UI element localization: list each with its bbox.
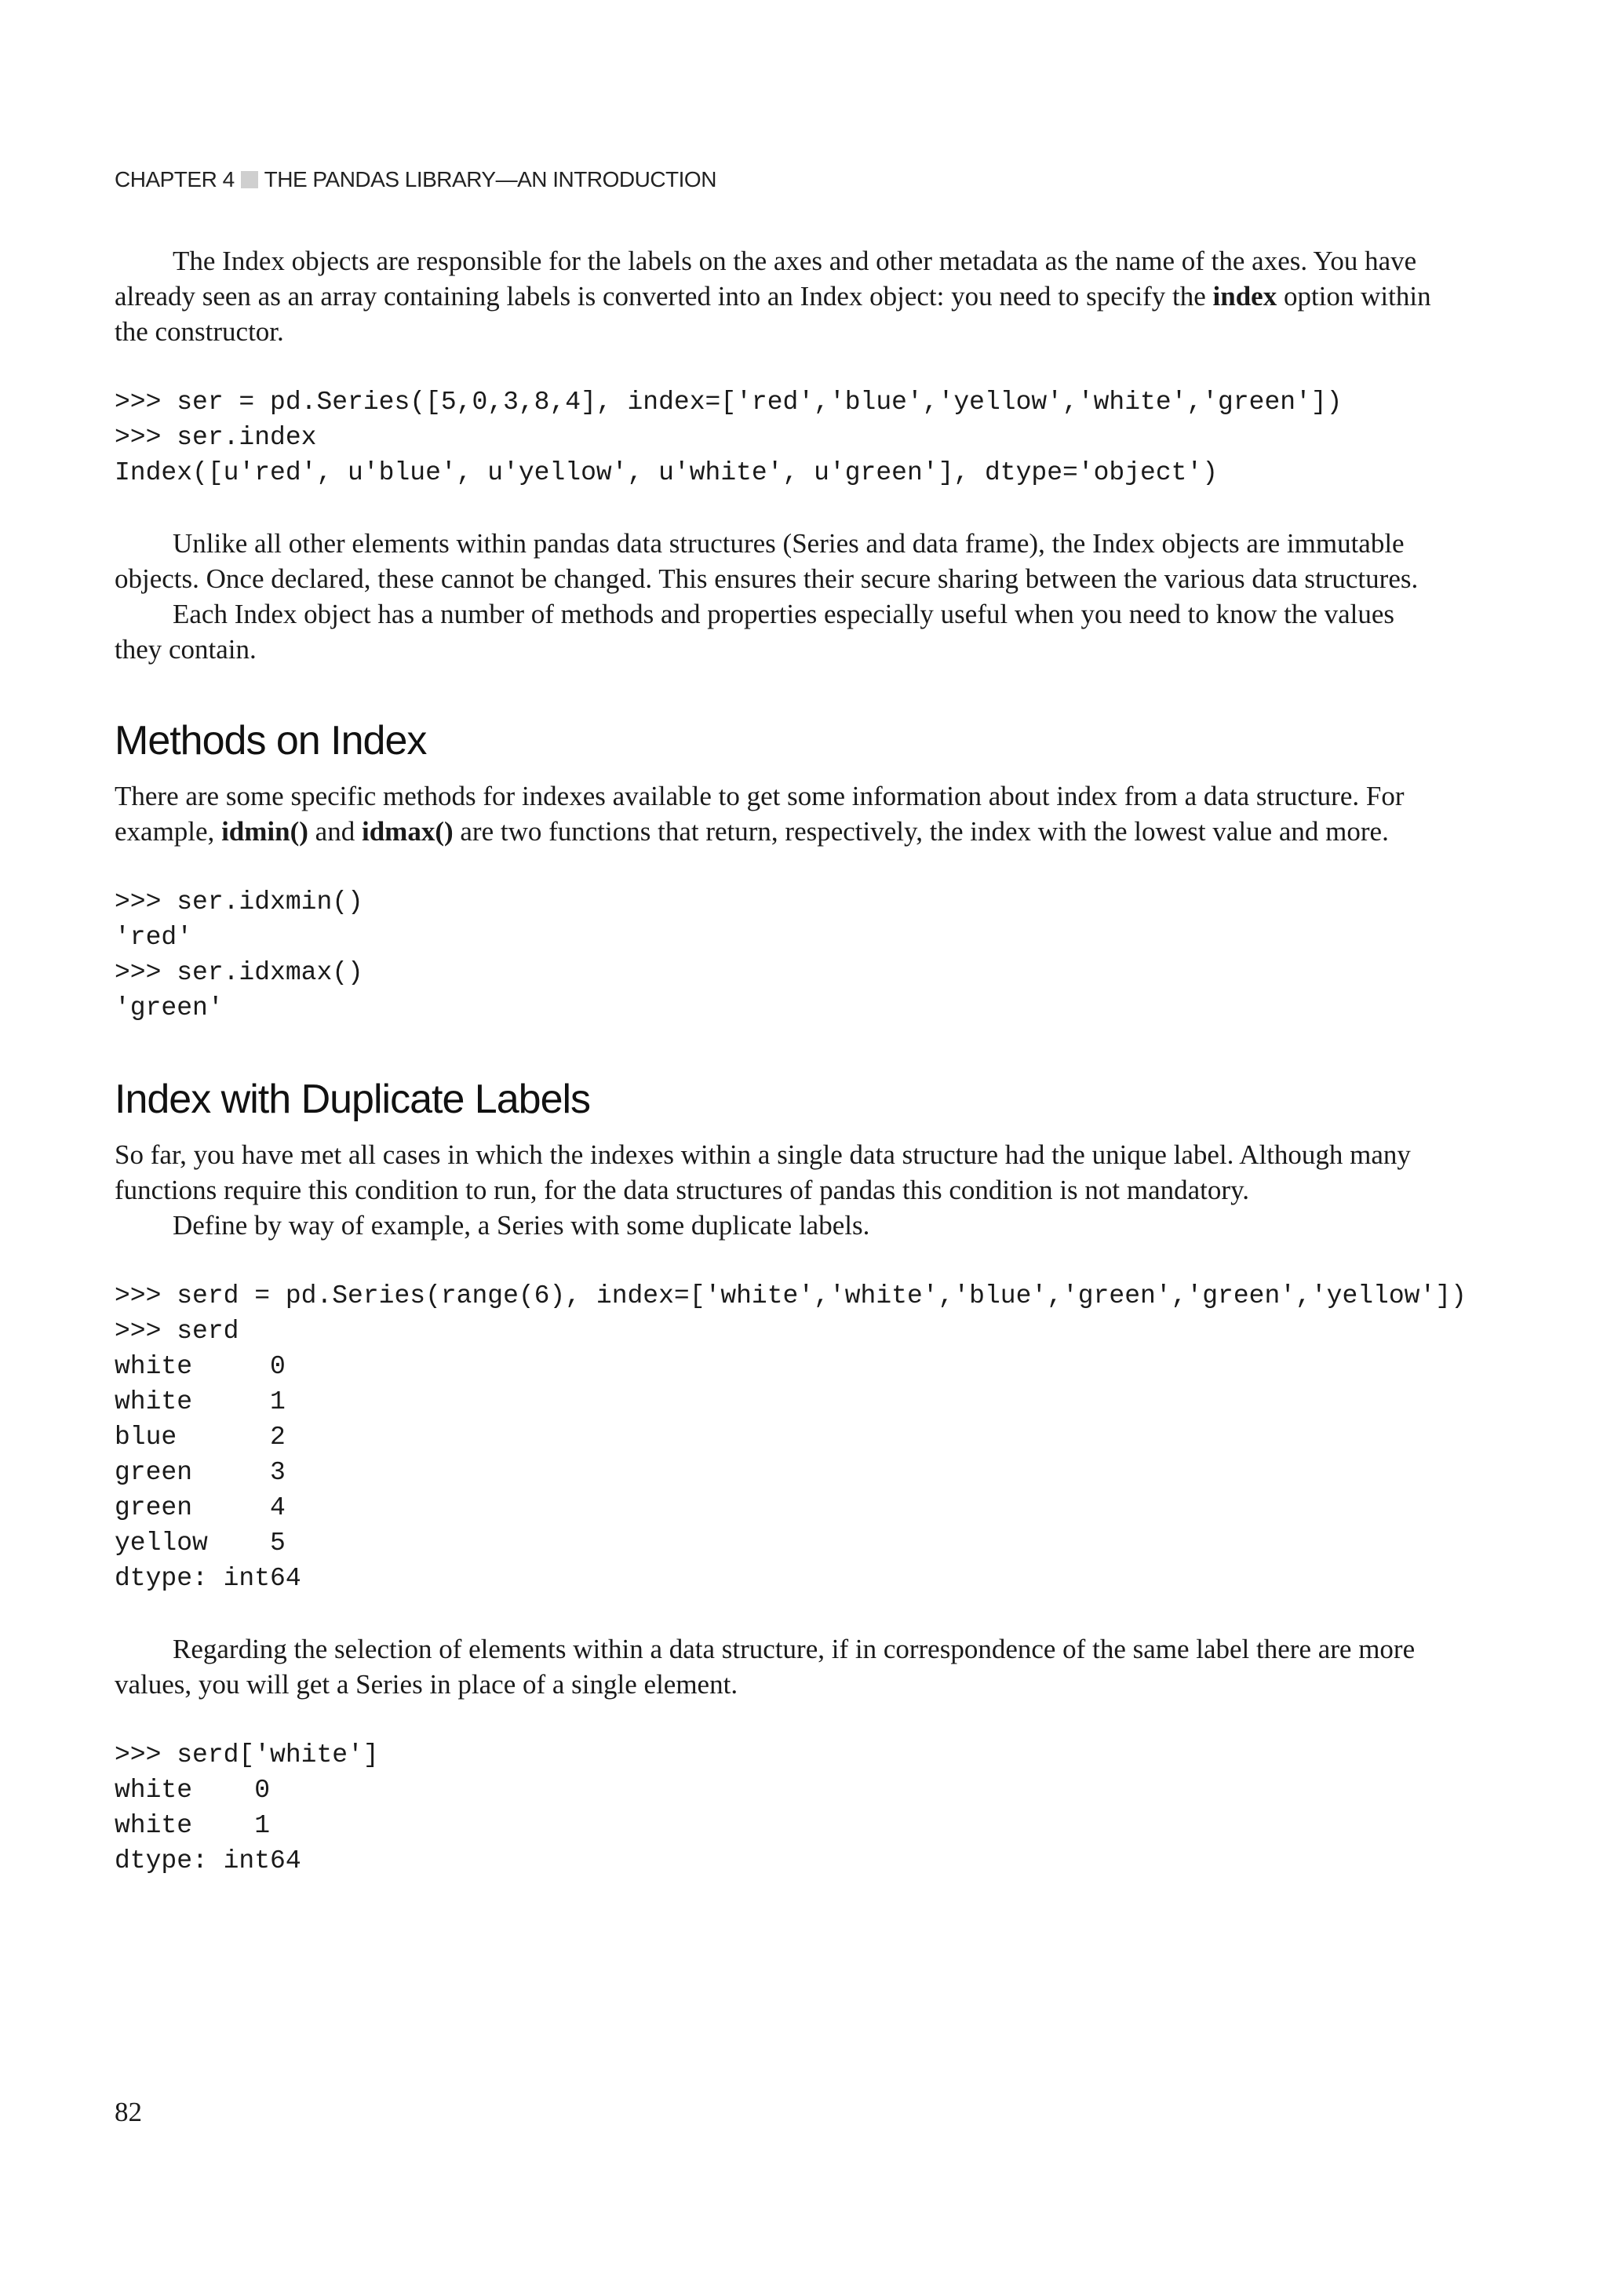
page-content <box>115 243 1467 1879</box>
separator-square-icon <box>241 171 258 188</box>
paragraph-specific-methods: There are some specific methods for indexes available to get some information about index from a data structure. For example, idmin() and idmax() are two functions that return, respectively, the index with the lowest value and more. <box>115 781 1405 847</box>
code-block-ser-index: >>> ser = pd.Series([5,0,3,8,4], index=['red','blue','yellow','white','green']) >>> ser.index Index([u'red', u'blue', u'yellow', u'white', u'green'], dtype='object') <box>115 388 1343 487</box>
section-heading-duplicate-labels: Index with Duplicate Labels <box>115 1077 591 1122</box>
bold-term-idmin: idmin() <box>221 816 308 847</box>
book-page <box>115 0 1467 2296</box>
paragraph-immutable: Unlike all other elements within pandas data structures (Series and data frame), the Index objects are immutable objects. Once declared, these cannot be changed. This ensures their secure sharing between the various data structures. <box>115 528 1419 594</box>
paragraph-index-objects: The Index objects are responsible for the labels on the axes and other metadata as the name of the axes. You have already seen as an array containing labels is converted into an Index object: you need to specify the index option within the constructor. <box>115 246 1431 347</box>
section-heading-methods-on-index: Methods on Index <box>115 718 427 764</box>
paragraph-selection: Regarding the selection of elements within a data structure, if in correspondence of the same label there are more values, you will get a Series in place of a single element. <box>115 1634 1416 1700</box>
paragraph-methods-properties: Each Index object has a number of methods and properties especially useful when you need to know the values they contain. <box>115 599 1395 665</box>
chapter-label: CHAPTER 4 <box>115 167 235 191</box>
code-block-serd: >>> serd = pd.Series(range(6), index=['white','white','blue','green','green','yellow']) >>> serd white 0 white 1 blue 2 green 3 green 4 yellow 5 dtype: int64 <box>115 1281 1467 1593</box>
code-block-idxmin-idxmax: >>> ser.idxmin() 'red' >>> ser.idxmax() 'green' <box>115 887 363 1022</box>
paragraph-unique-label: So far, you have met all cases in which the indexes within a single data structure had the unique label. Although many functions require this condition to run, for the data structures of pandas this condition is not mandatory. <box>115 1139 1411 1205</box>
paragraph-define-example: Define by way of example, a Series with some duplicate labels. <box>173 1210 870 1241</box>
bold-term-index: index <box>1212 281 1277 312</box>
bold-term-idmax: idmax() <box>361 816 454 847</box>
chapter-title: THE PANDAS LIBRARY—AN INTRODUCTION <box>264 167 716 191</box>
page-number: 82 <box>115 2097 142 2127</box>
running-head <box>115 167 716 192</box>
code-block-serd-white: >>> serd['white'] white 0 white 1 dtype: int64 <box>115 1740 379 1875</box>
